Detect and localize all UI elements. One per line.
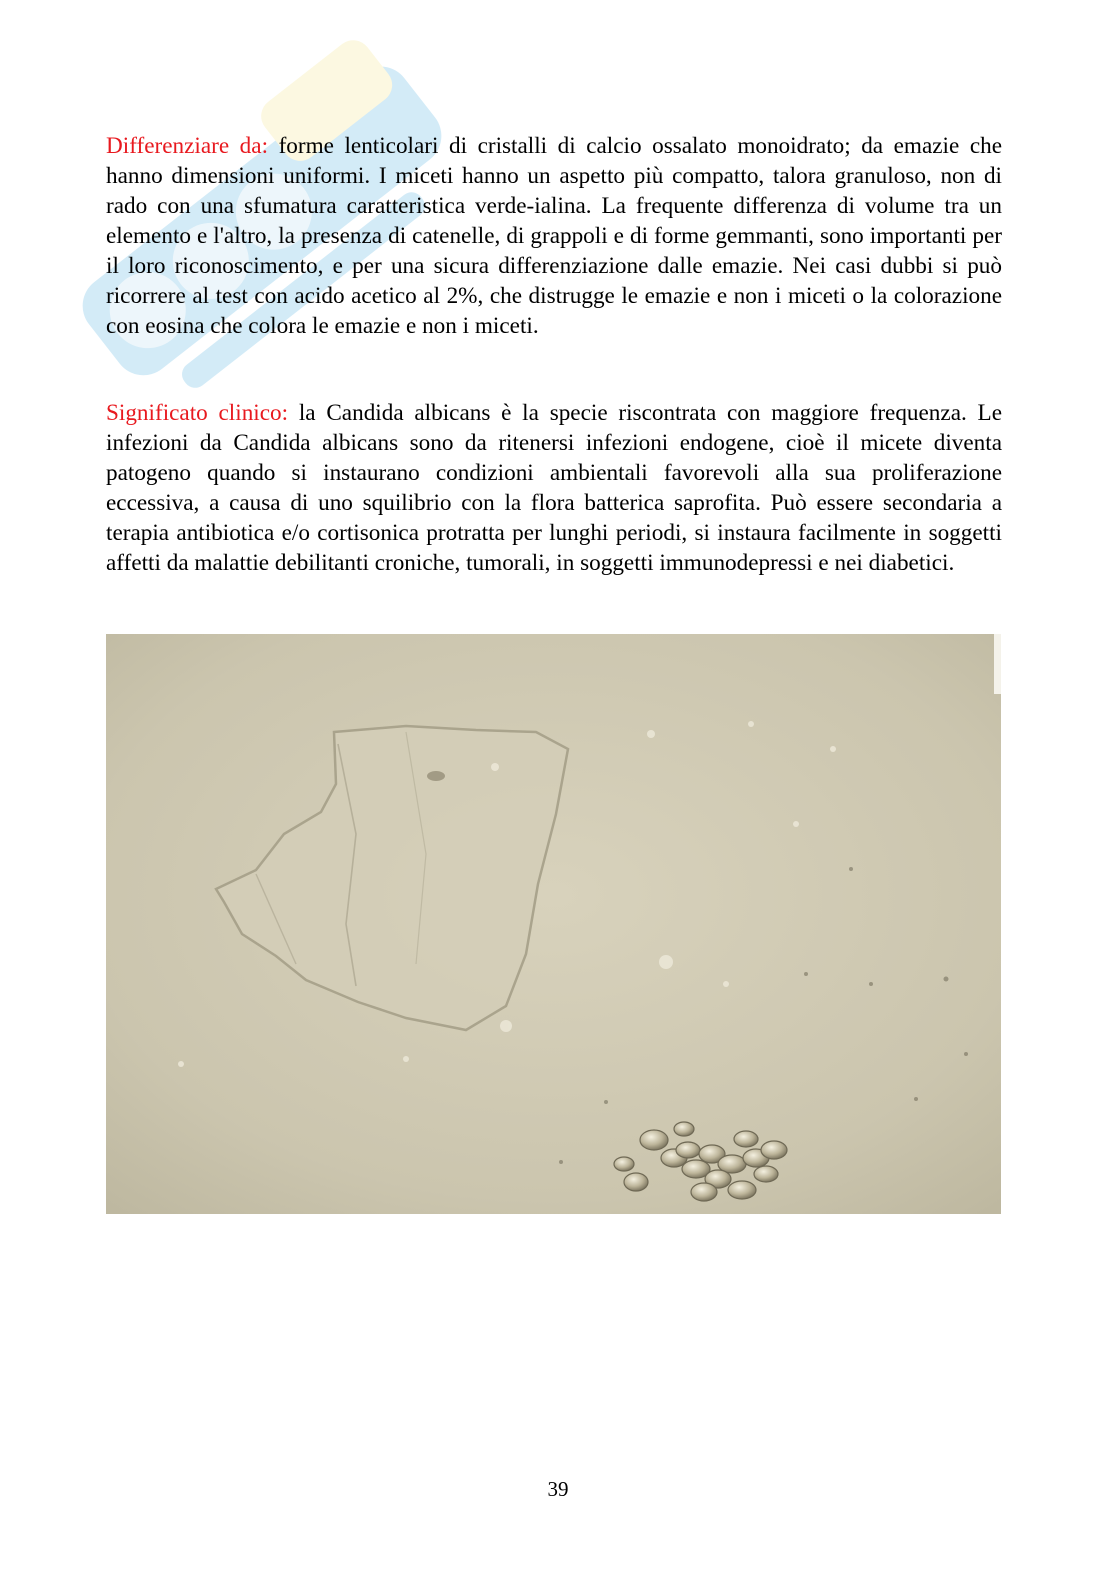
paragraph-label: Significato clinico:: [106, 400, 289, 426]
paragraph-text: la Candida albicans è la specie riscontrata con maggiore frequenza. Le infezioni da Candida albicans sono da ritenersi infezioni endogene, cioè il micete diventa patogeno quando si instaurano condizioni ambientali favorevoli alla sua proliferazione eccessiva, a causa di uno squilibrio con la flora batterica saprofita. Può essere secondaria a terapia antibiotica e/o cortisonica protratta per lunghi periodi, si instaura facilmente in soggetti affetti da malattie debilitanti croniche, tumorali, in soggetti immunodepressi e nei diabetici.: [106, 400, 1003, 576]
paragraph-differenziare: [106, 131, 1002, 341]
paragraph-label: Differenziare da:: [106, 133, 269, 159]
micrograph-image: [106, 634, 1001, 1214]
paragraph-text: forme lenticolari di cristalli di calcio ossalato monoidrato; da emazie che hanno dimensioni uniformi. I miceti hanno un aspetto più compatto, talora granuloso, non di rado con una sfumatura caratteristica verde-ialina. La frequente differenza di volume tra un elemento e l'altro, la presenza di catenelle, di grappoli e di forme gemmanti, sono importanti per il loro riconoscimento, e per una sicura differenziazione dalle emazie. Nei casi dubbi si può ricorrere al test con acido acetico al 2%, che distrugge le emazie e non i miceti o la colorazione con eosina che colora le emazie e non i miceti.: [106, 133, 1002, 339]
page-number: 39: [547, 1477, 569, 1501]
paragraph-significato: [106, 398, 1002, 578]
